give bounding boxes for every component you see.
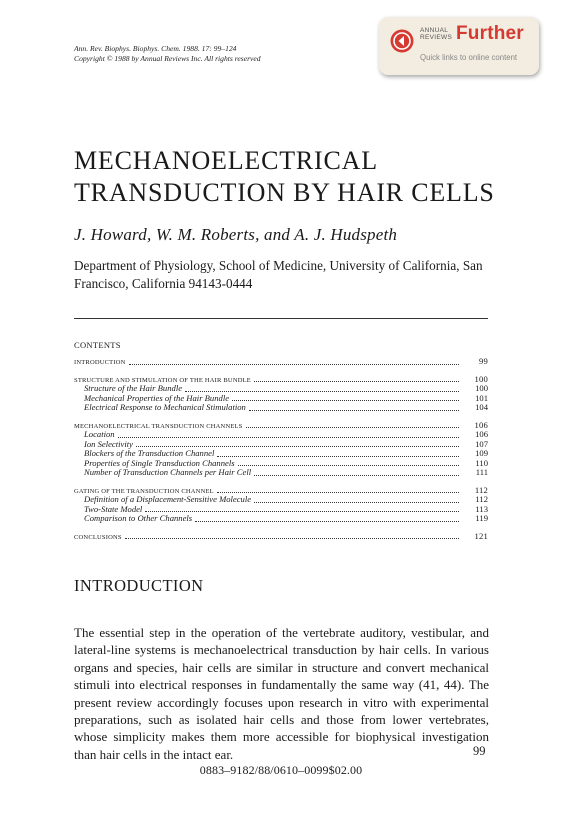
toc-dot-leader [232, 394, 459, 401]
toc-subsection-entry [74, 468, 488, 478]
toc-entry-page: 99 [479, 356, 488, 366]
toc-entry-title: Location [84, 429, 115, 439]
toc-entry-title: INTRODUCTION [74, 359, 126, 366]
toc-dot-leader [129, 358, 459, 365]
toc-dot-leader [136, 440, 459, 447]
toc-entry-title: Properties of Single Transduction Channels [84, 457, 235, 468]
toc-entry-page: 110 [475, 457, 488, 468]
toc-dot-leader [118, 431, 459, 438]
section-heading-introduction: INTRODUCTION [74, 576, 204, 595]
issn-price-line: 0883–9182/88/0610–0099$02.00 [199, 763, 363, 777]
toc-entry-page: 104 [475, 402, 488, 412]
toc-entry-title: Two-State Model [84, 503, 143, 514]
title-line-1: MECHANOELECTRICAL [74, 146, 378, 175]
toc-entry-title: Structure of the Hair Bundle [84, 383, 183, 393]
toc-dot-leader [217, 450, 459, 457]
toc-entry-title: Ion Selectivity [84, 438, 133, 449]
table-of-contents [74, 357, 488, 541]
contents-heading: CONTENTS [74, 340, 121, 350]
toc-entry-title: Electrical Response to Mechanical Stimulation [84, 402, 246, 412]
citation-line-2: Copyright © 1988 by Annual Reviews Inc. All rights reserved [74, 54, 261, 63]
toc-dot-leader [195, 515, 459, 522]
toc-entry-page: 107 [475, 438, 488, 449]
toc-entry-page: 101 [475, 392, 488, 403]
toc-dot-leader [145, 505, 459, 512]
toc-section-entry [74, 532, 488, 542]
divider-rule [74, 318, 488, 319]
toc-subsection-entry [74, 514, 488, 524]
toc-entry-page: 113 [475, 503, 488, 514]
introduction-paragraph: The essential step in the operation of the vertebrate auditory, vestibular, and lateral-line systems is mechanoelectrical transduction by hair cells. In various organs and species, hair cells are similar in structure and convert mechanical stimuli into electrical responses in fundamentally the same way (41, 44). The present review accordingly focuses upon research in vitro with experimental preparations, such as isolated hair cells and those from lower vertebrates, whose simplicity makes them more accessible for biophysical investigation than hair cells in the intact ear. [74, 625, 489, 762]
toc-entry-title: Mechanical Properties of the Hair Bundle [84, 392, 230, 403]
toc-section-entry [74, 357, 488, 367]
further-arrow-icon [390, 29, 414, 53]
annual-label: ANNUAL [420, 27, 449, 34]
toc-entry-title: Definition of a Displacement-Sensitive Molecule [84, 494, 252, 504]
page-number: 99 [473, 744, 486, 758]
toc-entry-title: CONCLUSIONS [74, 533, 122, 541]
toc-entry-page: 106 [475, 429, 488, 439]
toc-entry-page: 109 [475, 448, 488, 458]
toc-entry-page: 112 [475, 494, 488, 504]
toc-entry-title: Comparison to Other Channels [84, 513, 193, 523]
further-subtitle: Quick links to online content [420, 53, 518, 62]
journal-citation [74, 44, 261, 64]
toc-dot-leader [217, 486, 459, 493]
toc-entry-page: 100 [475, 383, 488, 393]
toc-dot-leader [254, 469, 459, 476]
toc-dot-leader [185, 385, 459, 392]
toc-entry-page: 111 [475, 467, 488, 477]
authors: J. Howard, W. M. Roberts, and A. J. Hudspeth [74, 225, 398, 244]
toc-subsection-entry [74, 430, 488, 440]
affiliation: Department of Physiology, School of Medicine, University of California, San Francisco, California 94143-0444 [74, 258, 483, 291]
toc-dot-leader [246, 421, 460, 428]
toc-entry-page: 112 [474, 484, 488, 495]
toc-entry-title: GATING OF THE TRANSDUCTION CHANNEL [74, 487, 214, 495]
toc-entry-page: 119 [475, 513, 488, 523]
further-label: Further [456, 23, 524, 44]
toc-dot-leader [254, 496, 459, 503]
further-links-badge[interactable] [379, 17, 539, 75]
toc-dot-leader [125, 532, 459, 539]
article-title [74, 145, 495, 209]
toc-entry-title: STRUCTURE AND STIMULATION OF THE HAIR BUNDLE [74, 376, 251, 384]
annual-reviews-wordmark [420, 27, 452, 41]
toc-entry-title: MECHANOELECTRICAL TRANSDUCTION CHANNELS [74, 422, 243, 430]
toc-section-entry [74, 421, 488, 431]
toc-subsection-entry [74, 403, 488, 413]
toc-dot-leader [238, 459, 459, 466]
toc-entry-title: Blockers of the Transduction Channel [84, 448, 215, 458]
reviews-label: REVIEWS [420, 34, 453, 41]
citation-line-1: Ann. Rev. Biophys. Biophys. Chem. 1988. 17: 99–124 [74, 44, 237, 53]
toc-entry-title: Number of Transduction Channels per Hair Cell [84, 467, 252, 477]
toc-entry-page: 106 [474, 419, 488, 430]
toc-dot-leader [249, 404, 459, 411]
title-line-2: TRANSDUCTION BY HAIR CELLS [74, 178, 495, 207]
toc-entry-page: 121 [474, 530, 488, 541]
toc-dot-leader [254, 375, 459, 382]
toc-entry-page: 100 [474, 373, 488, 384]
